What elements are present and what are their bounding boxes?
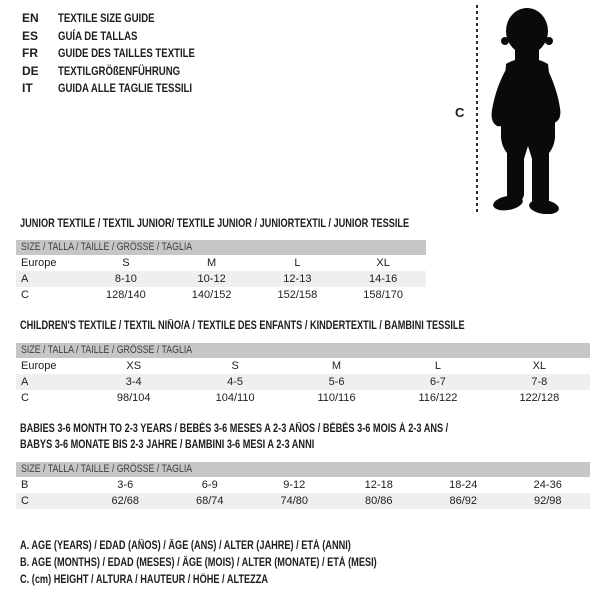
row-label: C: [21, 495, 29, 507]
size-cell: 9-12: [283, 479, 306, 491]
language-code: FR: [22, 46, 38, 60]
size-cell: 10-12: [197, 273, 226, 285]
row-label: Europe: [21, 257, 57, 269]
size-cell: 140/152: [191, 289, 232, 301]
legend-line-text: B. AGE (MONTHS) / EDAD (MESES) / ÂGE (MOIS) / ALTER (MONATE) / ETÀ (MESI): [20, 557, 377, 569]
size-cell: 98/104: [116, 392, 151, 404]
size-cell: 74/80: [280, 495, 309, 507]
size-cell: L: [294, 257, 301, 269]
size-cell: 14-16: [369, 273, 398, 285]
language-row: [22, 63, 229, 81]
section-title-line: [20, 437, 555, 453]
language-code: ES: [22, 28, 39, 43]
size-cell: 104/110: [215, 392, 255, 404]
section-title: [20, 421, 555, 453]
section-title-line-text: BABYS 3-6 MONATE BIS 2-3 JAHRE / BAMBINI 3-6 MESI A 2-3 ANNI: [20, 439, 315, 451]
section-title-line: [20, 421, 555, 437]
table-row: [16, 374, 590, 390]
size-header-bar-text: SIZE / TALLA / TAILLE / GRÖSSE / TAGLIA: [21, 241, 193, 253]
row-label: C: [21, 289, 29, 301]
size-table: [16, 240, 426, 303]
size-cell: 6-9: [201, 479, 218, 491]
section-title-line: [20, 318, 576, 334]
row-label: A: [21, 376, 29, 388]
size-cell: XS: [126, 360, 142, 372]
section-title: [20, 216, 506, 232]
measurement-legend: [20, 538, 466, 589]
legend-line: [20, 538, 466, 555]
size-cell: 3-4: [125, 376, 142, 388]
legend-line: [20, 572, 466, 589]
size-cell: M: [207, 257, 217, 269]
table-row: [16, 477, 590, 493]
row-label: A: [21, 273, 29, 285]
size-table: [16, 343, 590, 406]
height-measure-label: C: [455, 105, 465, 120]
baby-silhouette-icon: [482, 6, 574, 214]
size-cell: 24-36: [533, 479, 562, 491]
table-row: [16, 255, 426, 271]
size-header-bar: [16, 462, 590, 477]
size-cell: S: [231, 360, 239, 372]
size-cell: 116/122: [418, 392, 458, 404]
size-cell: 12-18: [364, 479, 393, 491]
size-cell: 128/140: [105, 289, 146, 301]
size-cell: 8-10: [114, 273, 137, 285]
size-cell: 110/116: [317, 392, 356, 404]
language-code: EN: [22, 11, 39, 25]
size-cell: 3-6: [117, 479, 134, 491]
size-cell: 158/170: [363, 289, 403, 301]
language-row: [22, 80, 229, 98]
language-code: IT: [22, 81, 33, 95]
language-label: GUIDA ALLE TAGLIE TESSILI: [58, 81, 193, 95]
language-code: DE: [22, 63, 39, 78]
legend-line: [20, 555, 466, 572]
section-title-line-text: BABIES 3-6 MONTH TO 2-3 YEARS / BEBÉS 3-6 MESES A 2-3 AÑOS / BÉBÉS 3-6 MOIS À 2-3 ANS /: [20, 423, 449, 435]
table-row: [16, 358, 590, 374]
row-label: Europe: [21, 360, 57, 372]
language-row: [22, 10, 229, 28]
table-row: [16, 287, 426, 303]
language-list: [22, 10, 229, 98]
language-row: [22, 28, 229, 46]
language-label: TEXTILE SIZE GUIDE: [58, 11, 155, 25]
row-label: B: [21, 479, 29, 491]
language-row: [22, 45, 229, 63]
language-label: GUIDE DES TAILLES TEXTILE: [58, 46, 195, 60]
size-cell: M: [331, 360, 342, 372]
size-cell: 122/128: [519, 392, 560, 404]
size-cell: 86/92: [449, 495, 478, 507]
row-label: C: [21, 392, 29, 404]
height-measure-dotted-line: [476, 5, 478, 215]
legend-line-text: C. (cm) HEIGHT / ALTURA / HAUTEUR / HÖHE / ALTEZZA: [20, 574, 269, 586]
size-cell: 6-7: [429, 376, 446, 388]
size-cell: 152/158: [277, 289, 318, 301]
size-cell: 12-13: [283, 273, 312, 285]
size-header-bar-text: SIZE / TALLA / TAILLE / GRÖSSE / TAGLIA: [21, 344, 193, 356]
size-cell: 7-8: [531, 376, 548, 388]
section-title: [20, 318, 576, 334]
legend-line-text: A. AGE (YEARS) / EDAD (AÑOS) / ÂGE (ANS) / ALTER (JAHRE) / ETÀ (ANNI): [20, 540, 351, 552]
size-table: [16, 462, 590, 509]
size-cell: 4-5: [227, 376, 244, 388]
size-cell: 62/68: [111, 495, 140, 507]
section-title-line-text: JUNIOR TEXTILE / TEXTIL JUNIOR/ TEXTILE JUNIOR / JUNIORTEXTIL / JUNIOR TESSILE: [20, 218, 410, 230]
language-label: GUÍA DE TALLAS: [58, 28, 138, 43]
size-cell: 5-6: [328, 376, 345, 388]
size-cell: 18-24: [449, 479, 478, 491]
table-row: [16, 390, 590, 406]
section-title-line: [20, 216, 506, 232]
table-row: [16, 271, 426, 287]
size-cell: 80/86: [364, 495, 393, 507]
table-row: [16, 493, 590, 509]
size-cell: 68/74: [195, 495, 224, 507]
size-header-bar: [16, 343, 590, 358]
section-title-line-text: CHILDREN'S TEXTILE / TEXTIL NIÑO/A / TEXTILE DES ENFANTS / KINDERTEXTIL / BAMBINI TESSILE: [20, 320, 465, 332]
size-cell: L: [434, 360, 441, 372]
language-label: TEXTILGRÖßENFÜHRUNG: [58, 63, 181, 78]
size-cell: XL: [376, 257, 390, 269]
size-cell: 92/98: [533, 495, 562, 507]
size-cell: S: [122, 257, 130, 269]
size-header-bar-text: SIZE / TALLA / TAILLE / GRÖSSE / TAGLIA: [21, 463, 193, 475]
size-header-bar: [16, 240, 426, 255]
size-cell: XL: [532, 360, 547, 372]
